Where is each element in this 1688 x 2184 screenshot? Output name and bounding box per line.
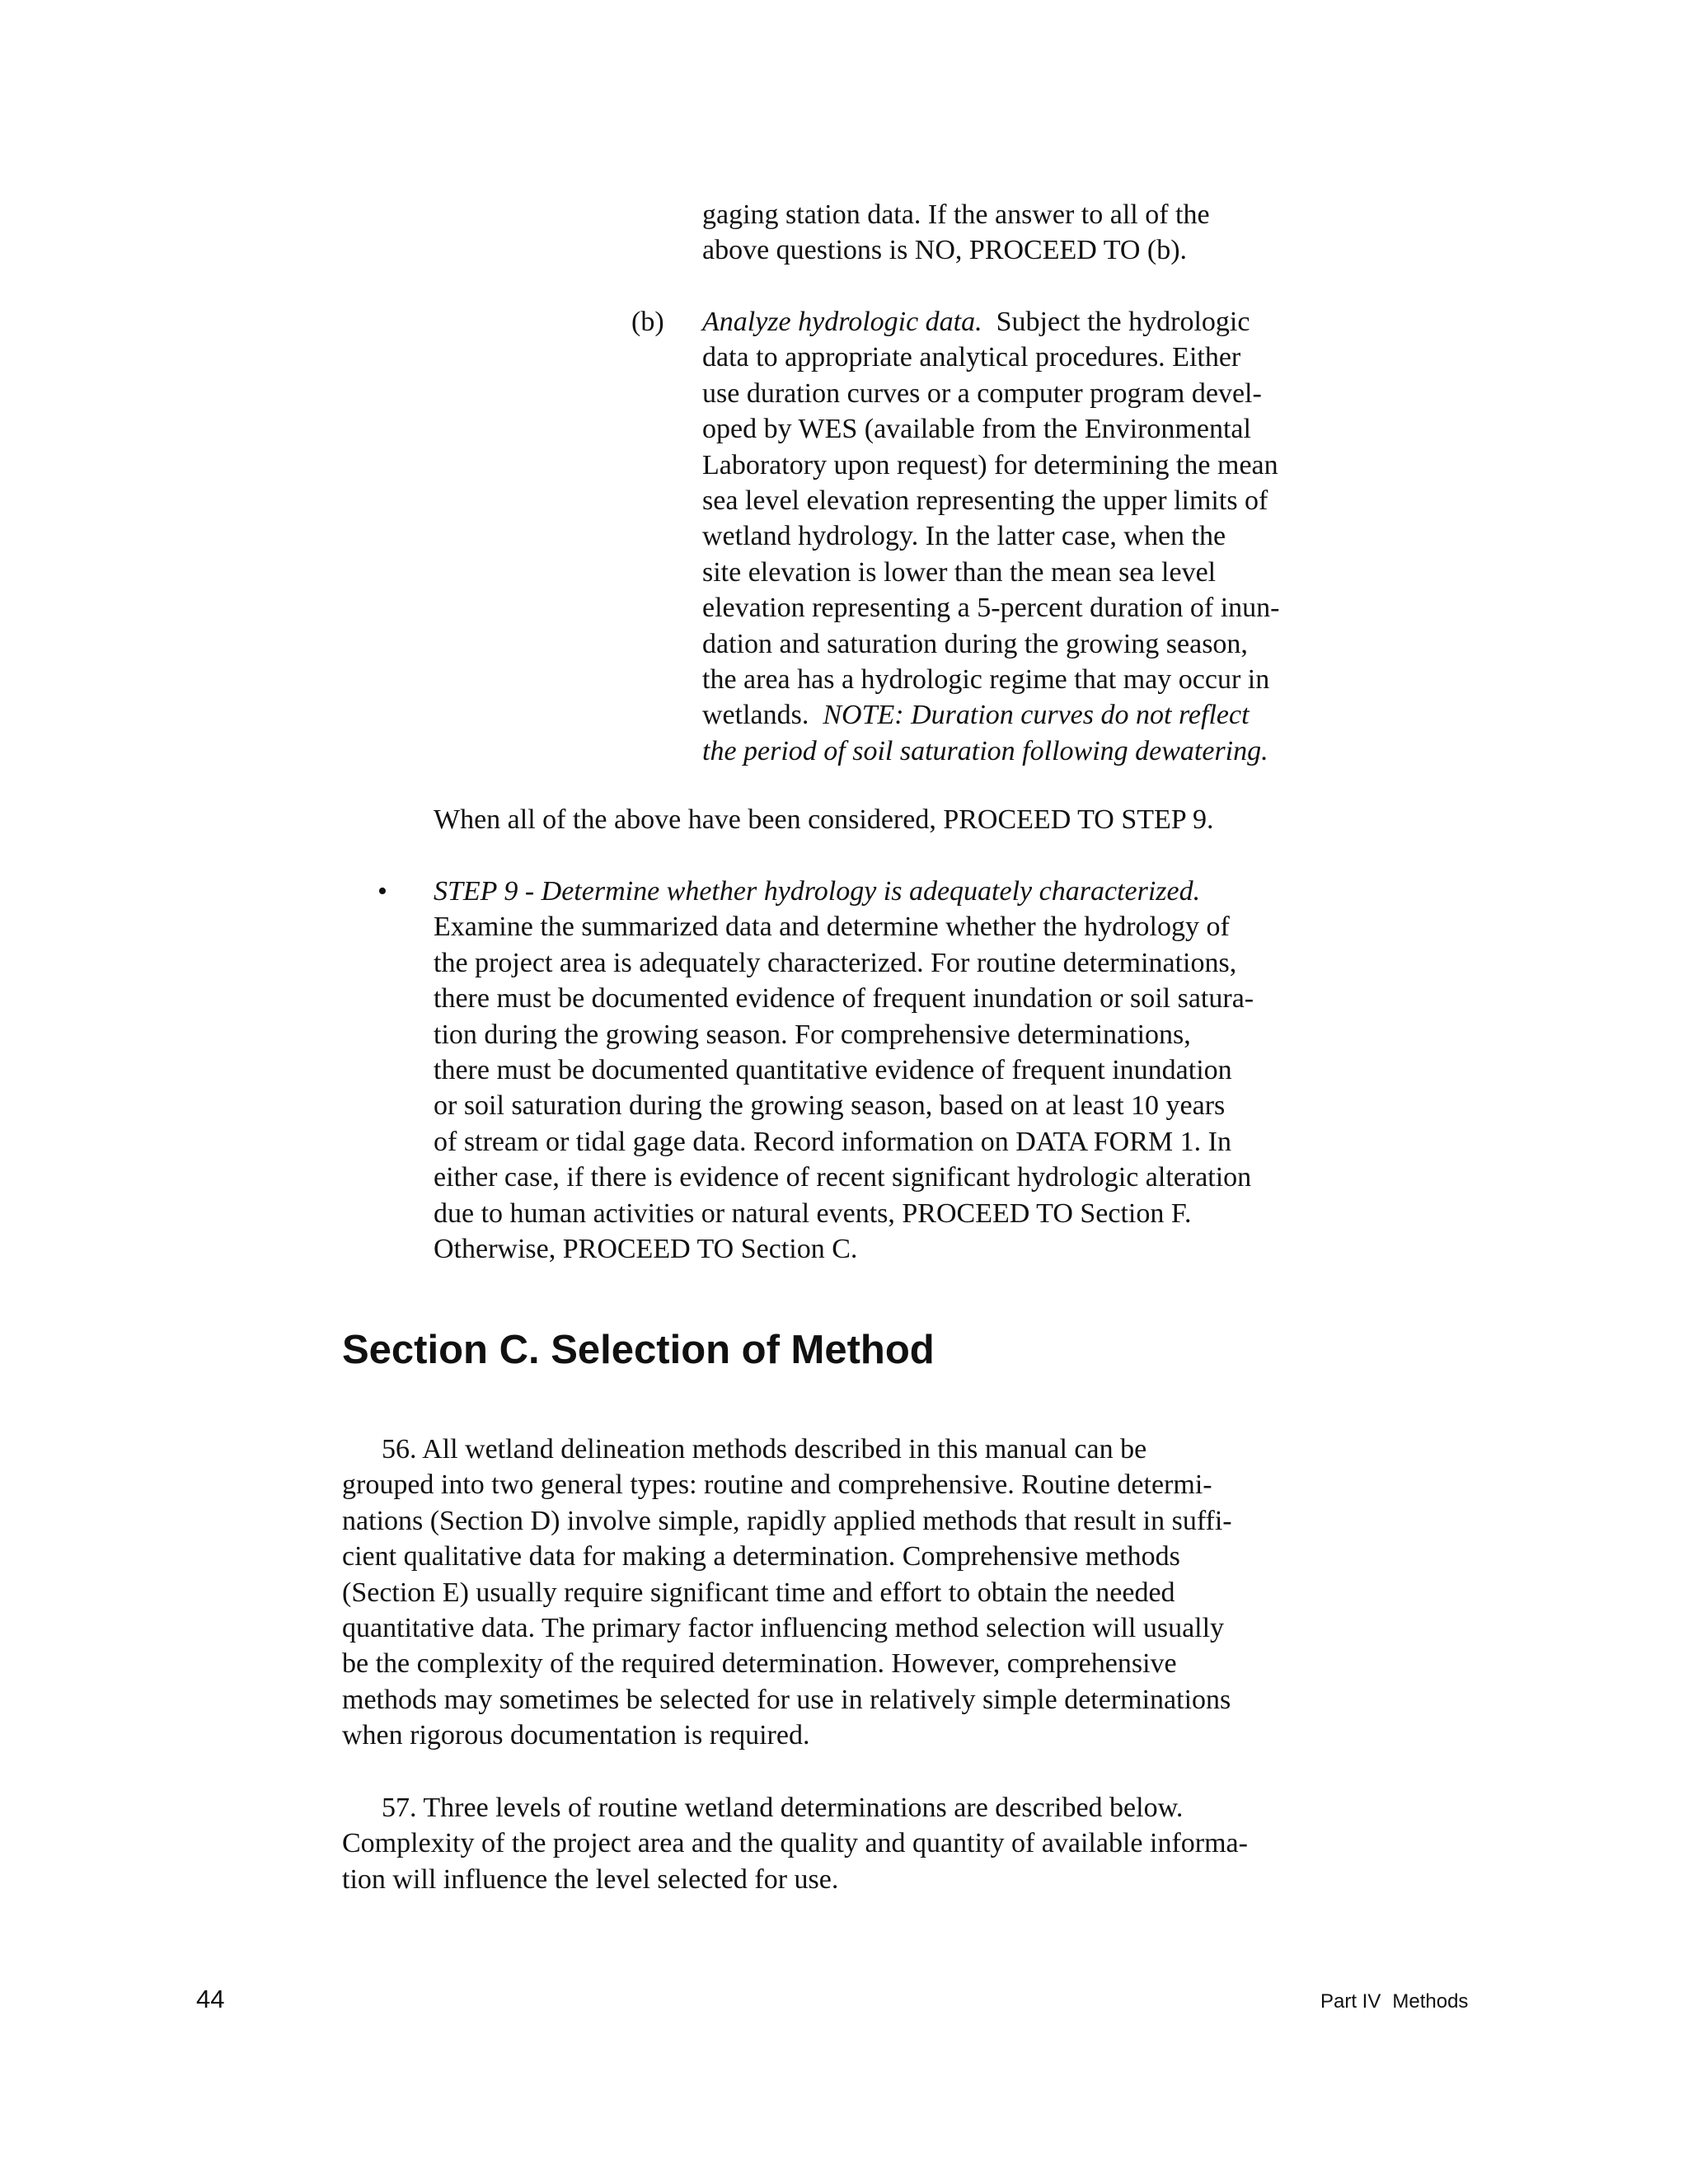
text-line: of stream or tidal gage data. Record information on DATA FORM 1. In [434, 1126, 1231, 1157]
text-fragment: wetlands. [702, 700, 823, 731]
text-line: the project area is adequately characterized. For routine determinations, [434, 947, 1237, 978]
text-line: either case, if there is evidence of recent significant hydrologic alteration [434, 1162, 1252, 1193]
text-line: Complexity of the project area and the quality and quantity of available informa- [342, 1828, 1248, 1859]
text-line: Examine the summarized data and determine whether the hydrology of [434, 912, 1230, 943]
section-heading: Section C. Selection of Method [342, 1328, 935, 1372]
text-line: there must be documented evidence of frequent inundation or soil satura- [434, 983, 1254, 1015]
text-line: sea level elevation representing the upper limits of [702, 485, 1268, 517]
text-line [702, 304, 1280, 340]
text-line: wetland hydrology. In the latter case, when the [702, 521, 1226, 552]
paragraph-57 [342, 1790, 1248, 1897]
note-italic-line: the period of soil saturation following dewatering. [702, 735, 1268, 766]
continuation-paragraph [702, 197, 1210, 269]
step-title: STEP 9 - Determine whether hydrology is adequately characterized. [434, 876, 1201, 907]
text-line: be the complexity of the required determination. However, comprehensive [342, 1648, 1177, 1680]
text-line: tion during the growing season. For comprehensive determinations, [434, 1019, 1191, 1050]
running-footer [1320, 1990, 1468, 2013]
text-line: 56. All wetland delineation methods described in this manual can be [382, 1434, 1147, 1465]
text-fragment: Subject the hydrologic [982, 307, 1250, 337]
text-line: dation and saturation during the growing season, [702, 628, 1248, 659]
text-line: nations (Section D) involve simple, rapidly applied methods that result in suffi- [342, 1505, 1232, 1536]
text-line: cient qualitative data for making a determination. Comprehensive methods [342, 1541, 1180, 1572]
step9-paragraph [434, 874, 1254, 1267]
proceed-statement [434, 802, 1213, 837]
text-line: oped by WES (available from the Environmental [702, 414, 1251, 445]
list-item-b [702, 304, 1280, 769]
text-line: the area has a hydrologic regime that may occur in [702, 664, 1270, 696]
text-line: site elevation is lower than the mean sea level [702, 556, 1217, 588]
text-line: data to appropriate analytical procedures. Either [702, 342, 1241, 373]
note-italic: NOTE: Duration curves do not reflect [823, 700, 1250, 731]
text-line: when rigorous documentation is required. [342, 1720, 810, 1751]
page-number: 44 [196, 1985, 225, 2013]
text-line: (Section E) usually require significant time and effort to obtain the needed [342, 1577, 1175, 1608]
text-line [702, 697, 1280, 733]
bullet-icon: • [377, 876, 387, 907]
paragraph-56 [342, 1432, 1232, 1754]
text-line: gaging station data. If the answer to all of the [702, 199, 1210, 230]
text-line: tion will influence the level selected for use. [342, 1863, 839, 1895]
text-line: Laboratory upon request) for determining the mean [702, 449, 1278, 480]
text-line: or soil saturation during the growing season, based on at least 10 years [434, 1090, 1226, 1122]
text-line: methods may sometimes be selected for use in relatively simple determinations [342, 1684, 1231, 1715]
list-item-label: (b) [631, 307, 664, 337]
text-line: elevation representing a 5-percent duration of inun- [702, 593, 1280, 624]
text-line: above questions is NO, PROCEED TO (b). [702, 235, 1188, 266]
text-line: Otherwise, PROCEED TO Section C. [434, 1234, 858, 1265]
footer-title: Methods [1392, 1990, 1469, 2013]
text-line: due to human activities or natural events, PROCEED TO Section F. [434, 1197, 1192, 1229]
item-lead-italic: Analyze hydrologic data. [702, 307, 982, 337]
text-line: there must be documented quantitative evidence of frequent inundation [434, 1055, 1232, 1086]
footer-part-label: Part IV [1320, 1990, 1381, 2013]
text-line: use duration curves or a computer program devel- [702, 377, 1262, 409]
text-line: quantitative data. The primary factor influencing method selection will usually [342, 1613, 1225, 1644]
text-line: grouped into two general types: routine and comprehensive. Routine determi- [342, 1469, 1212, 1501]
text-line: 57. Three levels of routine wetland determinations are described below. [382, 1793, 1184, 1823]
text-line: When all of the above have been considered, PROCEED TO STEP 9. [434, 804, 1214, 835]
